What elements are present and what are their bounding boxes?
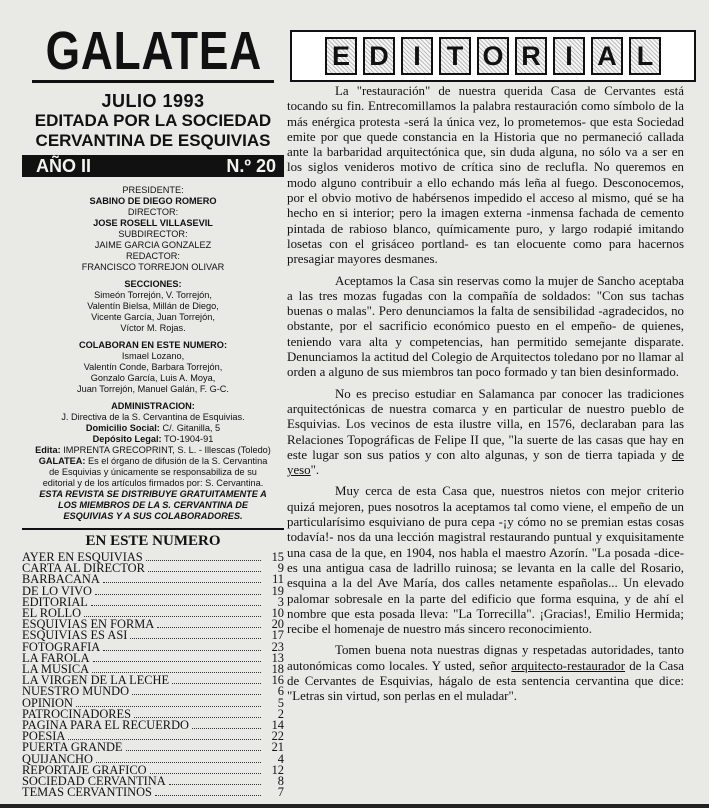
toc-item-page: 15 [271, 550, 284, 564]
toc-item-title: EL ROLLO [22, 606, 82, 621]
publisher-line: CERVANTINA DE ESQUIVIAS [35, 131, 271, 150]
credit-list-line: Vicente García, Juan Torrejón, [91, 312, 215, 322]
toc-leader [91, 605, 261, 606]
credit-label: Edita: [35, 445, 61, 455]
toc-leader [132, 694, 261, 695]
toc-item-page: 9 [277, 561, 284, 576]
subhead [22, 91, 284, 151]
credit-value: editorial y de los artículos firmados por: S. Cervantina. [42, 478, 264, 488]
issue-date: JULIO 1993 [101, 91, 205, 111]
credit-value: IMPRENTA GRECOPRINT, S. L. - Illescas (Toledo) [63, 445, 271, 455]
toc-item-page: 22 [271, 729, 284, 744]
article-paragraph [287, 643, 684, 704]
credit-list-line: Valentín Bielsa, Millán de Diego, [87, 301, 219, 311]
toc-item-title: LA MUSICA [22, 662, 90, 677]
issue-year: AÑO II [36, 156, 92, 176]
distribution-note: ESQUIVIAS Y A SUS COLABORADORES. [63, 511, 243, 521]
credit-label: DIRECTOR: [127, 207, 179, 217]
underlined-text: de yeso [287, 447, 684, 478]
article-paragraph: La "restauración" de nuestra querida Casa de Cervantes está tocando su fin. Entrecomillamos la palabra restauración como símbolo de la más enérgica protesta -será la única vez, lo prometemos- que esta Sociedad emite por que quede constancia en la Historia que no permaneció callada ante la barbaridad arquitectónica que, sin duda alguna, no sólo va a ser en los siglos venideros motivo de crítica sino de reclufla. No queremos en modo alguno contribuir a ello echando más leña al fuego. Desconocemos, por el obvio motivo de habérsenos impedido el acceso al mismo, qué se ha hecho en si interior; pero la imagen externa -inmensa fachada de cemento pintada de rabioso blanco, químicamente puro, y largo rodapié imitando losetas con el grisáceo portland- es tan elocuente como para hacernos presagiar mayores desmanes. [287, 84, 684, 267]
toc-leader [157, 627, 261, 628]
toc-leader [172, 683, 261, 684]
toc-item-title: PUERTA GRANDE [22, 740, 123, 755]
credit-row [22, 434, 284, 445]
credit-label: REDACTOR: [126, 251, 180, 261]
toc-item-page: 13 [271, 650, 284, 665]
toc-heading: EN ESTE NUMERO [22, 528, 284, 550]
paragraph-text: de la Casa de Cervantes de Esquivias, hágalo de esta sentencia cervantina que dice: "Letras sin virtud, son perlas en el muladar". [287, 658, 684, 704]
toc-item-page: 11 [272, 572, 284, 587]
toc-item-title: CARTA AL DIRECTOR [22, 561, 145, 576]
toc-item-title: AYER EN ESQUIVIAS [22, 550, 143, 564]
toc-leader [148, 571, 261, 572]
banner-letter: I [553, 37, 585, 75]
toc-item-page: 23 [271, 639, 284, 654]
credit-name: JAIME GARCIA GONZALEZ [94, 240, 212, 250]
banner-letter: A [591, 37, 623, 75]
editorial-article [287, 84, 684, 711]
banner-letter: R [515, 37, 547, 75]
credit-list-line: Gonzalo García, Luis A. Moya, [90, 373, 216, 383]
article-paragraph [287, 387, 684, 479]
toc-item-title: PATROCINADORES [22, 706, 132, 721]
masthead-title: GALATEA [45, 21, 263, 81]
credit-row [22, 456, 284, 467]
toc-item-page: 16 [271, 673, 284, 688]
credit-label: SUBDIRECTOR: [118, 229, 188, 239]
credits [22, 185, 284, 522]
toc-leader [150, 773, 261, 774]
toc-item-title: ESQUIVIAS EN FORMA [22, 617, 155, 632]
toc-item-title: LA VIRGEN DE LA LECHE [22, 673, 170, 688]
credit-name: SABINO DE DIEGO ROMERO [89, 196, 217, 206]
issue-bar [22, 155, 284, 177]
credit-label: COLABORAN EN ESTE NUMERO: [78, 340, 228, 350]
sidebar [22, 22, 284, 798]
article-paragraph: Aceptamos la Casa sin reservas como la mujer de Sancho aceptaba a las tres mozas fugadas con la compañía de soldados: "Con sus tachas buenas o malas". Pero denunciamos la falta de sensibilidad -agradecidos, no obstante, por el sacrificio económico puesto en el empeño- de quienes, teniendo vara alta y competencias, han permitido semejante disparate. Denunciamos la actitud del Colegio de Arquitectos toledano por no llamar al orden a alguno de sus miembros tan poco formado y tan bien desinformado. [287, 273, 684, 380]
toc-leader [103, 650, 261, 651]
toc-item-title: POESIA [22, 729, 66, 744]
toc-item-page: 14 [271, 718, 284, 733]
toc-item-page: 8 [277, 774, 284, 789]
banner-letter: L [629, 37, 661, 75]
toc-item-page: 20 [271, 617, 284, 632]
distribution-note: LOS MIEMBROS DE LA S. CERVANTINA DE [57, 500, 249, 510]
toc-item-title: LA FAROLA [22, 650, 90, 665]
credit-label: Domicilio Social: [85, 423, 160, 433]
toc-item-title: SOCIEDAD CERVANTINA [22, 774, 166, 789]
toc-item-page: 10 [271, 606, 284, 621]
credit-list-line: Ismael Lozano, [121, 351, 185, 361]
table-of-contents [22, 552, 284, 798]
credit-list-line: Valentín Conde, Barbara Torrejón, [83, 362, 223, 372]
toc-item-title: EDITORIAL [22, 594, 88, 609]
issue-number: N.º 20 [226, 156, 276, 176]
paragraph-text: ". [310, 463, 320, 478]
toc-item-title: REPORTAJE GRAFICO [22, 762, 147, 777]
toc-item-page: 19 [271, 583, 284, 598]
distribution-note: ESTA REVISTA SE DISTRIBUYE GRATUITAMENTE A [39, 489, 267, 499]
article-paragraph: Muy cerca de esta Casa que, nuestros nietos con mejor criterio quizá mejoren, pues nosotros la aceptamos tal como viene, el empeño de un particularísimo esquiviano de pura cepa -¡y cómo no se premian estas cosas todavía!- nos da una lección magistral restaurando puntual y exquisitamente una casa de la que, en 1904, nos habla el maestro Azorín. "La posada -dice- es una antigua casa de ladrillo ruinosa; se levanta en la calle del Rosario, esquina a la del Ave María, dos calles netamente españolas... Un elevado palomar sobresale en la parte del edificio que forma esquina, y de ahí el nombre que esta posada lleva: "La Torrecilla". ¡Gracias!, Emilio Hermida; recibe el homenaje de nuestro más sincero reconocimiento. [287, 484, 684, 637]
toc-item-title: ESQUIVIAS ES ASI [22, 628, 128, 643]
toc-item-title: TEMAS CERVANTINOS [22, 785, 152, 800]
toc-item-title: DE LO VIVO [22, 583, 92, 598]
toc-item-page: 4 [277, 751, 284, 766]
credit-list-line: Simeón Torrejón, V. Torrejón, [94, 290, 212, 300]
banner-letter: D [363, 37, 395, 75]
toc-leader [130, 638, 261, 639]
toc-leader [146, 560, 261, 561]
toc-item-title: OPINION [22, 695, 73, 710]
toc-leader [95, 594, 261, 595]
toc-item-page: 17 [271, 628, 284, 643]
underlined-text: arquitecto-restaurador [511, 658, 626, 673]
banner-letter: I [401, 37, 433, 75]
credit-value: J. Directiva de la S. Cervantina de Esquivias. [61, 412, 245, 422]
credit-label: ADMINISTRACION: [111, 401, 195, 411]
toc-item-page: 3 [277, 594, 284, 609]
credit-row [22, 423, 284, 434]
credit-list-line: Juan Torrejón, Manuel Galán, F. G-C. [76, 384, 229, 394]
toc-leader [93, 661, 261, 662]
credit-name: JOSE ROSELL VILLASEVIL [93, 218, 213, 228]
toc-leader [192, 728, 261, 729]
toc-leader [169, 784, 261, 785]
credit-value: Es el órgano de difusión de la S. Cervantina [88, 456, 268, 466]
toc-item-page: 7 [277, 785, 284, 800]
toc-item-title: NUESTRO MUNDO [22, 684, 130, 699]
toc-leader [155, 795, 261, 796]
toc-item-title: PAGINA PARA EL RECUERDO [22, 718, 189, 733]
banner-letter: E [325, 37, 357, 75]
banner-letter: T [439, 37, 471, 75]
credit-label: PRESIDENTE: [122, 185, 184, 195]
credit-label: Depósito Legal: [92, 434, 162, 444]
toc-item-page: 6 [277, 684, 284, 699]
credit-value: TO-1904-91 [163, 434, 214, 444]
paragraph-text: No es preciso estudiar en Salamanca par conocer las tradiciones arquitectónicas de nuestra comarca y en particular de nuestro pueblo de Esquivias. Los vecinos de esta ilustre villa, en 1576, declaraban para las Relaciones Topográficas de Felipe II que, "la suerte de las casas que hay en este lugar son sus patios y con alto algunas, y son de tierra tapiada y [287, 386, 684, 462]
toc-item-page: 18 [271, 662, 284, 677]
toc-item [22, 787, 284, 798]
credit-name: FRANCISCO TORREJON OLIVAR [81, 262, 225, 272]
editorial-banner [290, 30, 696, 82]
bottom-rule [0, 804, 709, 808]
banner-letter: O [477, 37, 509, 75]
publisher-line: EDITADA POR LA SOCIEDAD [34, 111, 272, 130]
toc-leader [103, 582, 261, 583]
paragraph-text: Tomen buena nota nuestras dignas y respetadas autoridades, tanto autonómicas como locales. Y usted, señor [287, 643, 684, 673]
toc-item-title: BARBACANA [22, 572, 100, 587]
toc-item-page: 5 [277, 695, 284, 710]
toc-item-page: 21 [271, 740, 284, 755]
toc-item-title: QUIJANCHO [22, 751, 93, 766]
credit-value: de Esquivias y únicamente se responsabiliza de su [49, 467, 257, 477]
toc-item-title: FOTOGRAFIA [22, 639, 101, 654]
credit-label: SECCIONES: [124, 279, 182, 289]
credit-value: C/. Gitanilla, 5 [162, 423, 221, 433]
toc-item-page: 2 [277, 706, 284, 721]
credit-row [22, 445, 284, 456]
toc-item-page: 12 [271, 762, 284, 777]
toc-leader [126, 750, 262, 751]
credit-list-line: Víctor M. Rojas. [120, 323, 186, 333]
credit-label: GALATEA: [38, 456, 86, 466]
